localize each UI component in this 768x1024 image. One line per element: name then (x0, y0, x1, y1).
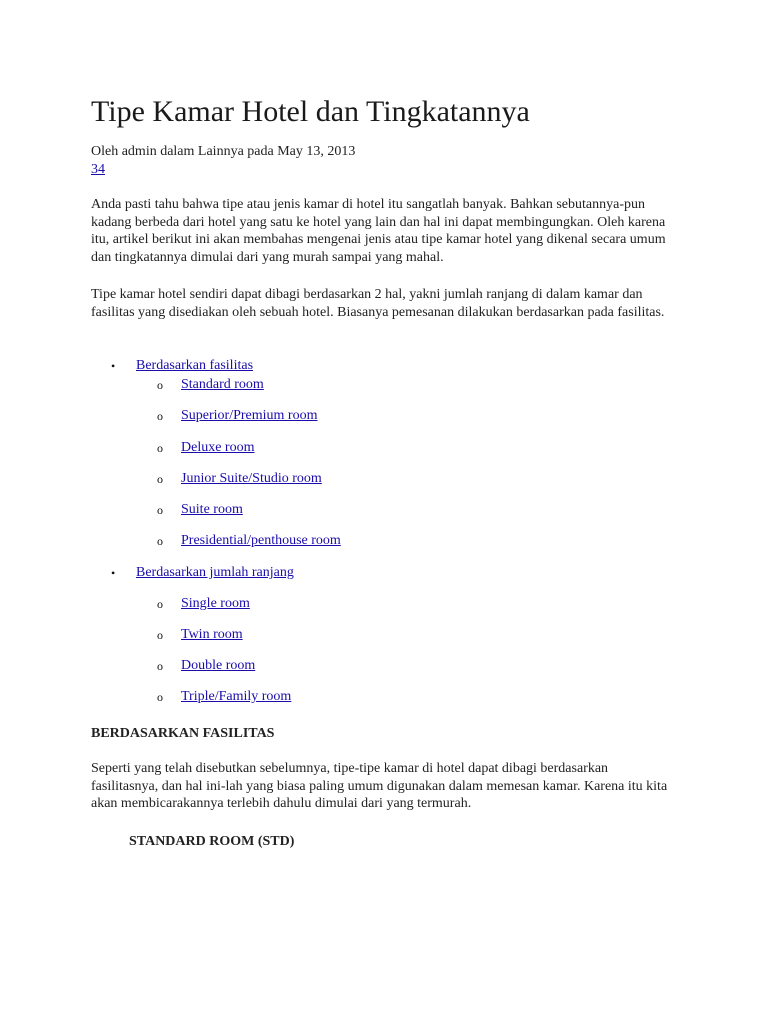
section-heading: BERDASARKAN FASILITAS (91, 726, 275, 741)
toc-item-berdasarkan-jumlah-ranjang[interactable]: Berdasarkan jumlah ranjang (136, 565, 294, 580)
sub-bullet-glyph: o (157, 690, 163, 704)
toc-item-suite-room[interactable]: Suite room (181, 502, 243, 517)
intro-paragraph: Anda pasti tahu bahwa tipe atau jenis kamar di hotel itu sangatlah banyak. Bahkan sebutannya-pun kadang berbeda dari hotel yang satu ke hotel yang lain dan hal ini dapat membingungkan. Oleh karena itu, artikel berikut ini akan membahas mengenai jenis atau tipe kamar hotel yang dikenal secara umum dan tingkatannya dimulai dari yang murah sampai yang mahal. (91, 197, 666, 265)
toc-item-presidential-room[interactable]: Presidential/penthouse room (181, 533, 341, 548)
article-meta: Oleh admin dalam Lainnya pada May 13, 2013 (91, 144, 356, 159)
sub-bullet-glyph: o (157, 534, 163, 548)
toc-item-berdasarkan-fasilitas[interactable]: Berdasarkan fasilitas (136, 358, 254, 373)
toc-item-standard-room[interactable]: Standard room (181, 377, 264, 392)
comments-count-link[interactable]: 34 (91, 162, 105, 177)
sub-bullet-glyph: o (157, 409, 163, 423)
types-paragraph: Tipe kamar hotel sendiri dapat dibagi berdasarkan 2 hal, yakni jumlah ranjang di dalam kamar dan fasilitas yang disediakan oleh sebuah hotel. Biasanya pemesanan dilakukan berdasarkan pada fasilitas. (91, 287, 665, 320)
comments-link-wrap (91, 161, 105, 179)
toc-item-superior-room[interactable]: Superior/Premium room (181, 408, 318, 423)
sub-bullet-glyph: o (157, 597, 163, 611)
toc-item-junior-suite-room[interactable]: Junior Suite/Studio room (181, 471, 322, 486)
toc-item-twin-room[interactable]: Twin room (181, 627, 243, 642)
bullet-glyph: • (111, 566, 116, 580)
sub-bullet-glyph: o (157, 503, 163, 517)
sub-bullet-glyph: o (157, 472, 163, 486)
bullet-glyph: • (111, 359, 116, 373)
sub-bullet-glyph: o (157, 441, 163, 455)
sub-bullet-glyph: o (157, 378, 163, 392)
toc-item-double-room[interactable]: Double room (181, 658, 256, 673)
toc-item-single-room[interactable]: Single room (181, 596, 250, 611)
subsection-heading: STANDARD ROOM (STD) (129, 834, 295, 849)
facilities-paragraph: Seperti yang telah disebutkan sebelumnya, tipe-tipe kamar di hotel dapat dibagi berdasarkan fasilitasnya, dan hal ini-lah yang biasa paling umum digunakan dalam memesan kamar. Karena itu kita akan membicarakannya terlebih dahulu dimulai dari yang termurah. (91, 761, 668, 812)
article-title: Tipe Kamar Hotel dan Tingkatannya (91, 95, 530, 128)
sub-bullet-glyph: o (157, 628, 163, 642)
toc-item-triple-family-room[interactable]: Triple/Family room (181, 689, 292, 704)
sub-bullet-glyph: o (157, 659, 163, 673)
toc-item-deluxe-room[interactable]: Deluxe room (181, 440, 255, 455)
